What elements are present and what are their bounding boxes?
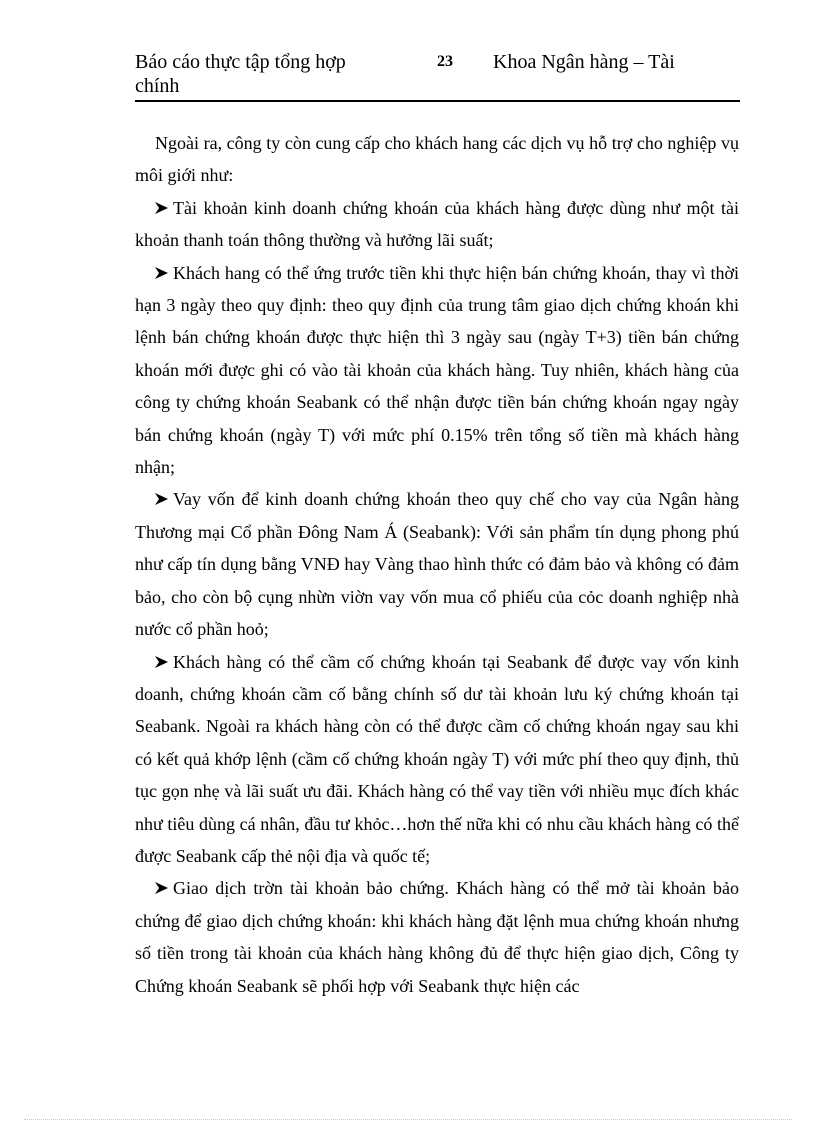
header-report-title: Báo cáo thực tập tổng hợp chính [135,51,346,97]
page-bottom-divider [24,1119,792,1120]
bullet-text: Tài khoản kinh doanh chứng khoán của khách hàng được dùng như một tài khoản thanh toán thông thường và hưởng lãi suất; [135,197,739,251]
bullet-text: Giao dịch trờn tài khoản bảo chứng. Khách hàng có thể mở tài khoản bảo chứng để giao dịch chứng khoán: khi khách hàng đặt lệnh mua chứng khoán nhưng số tiền trong tài khoản của khách hàng không đủ để thực hiện giao dịch, Công ty Chứng khoán Seabank sẽ phối hợp với Seabank thực hiện các [135,878,739,996]
page-number: 23 [437,53,453,70]
arrow-bullet-icon [155,202,168,214]
arrow-bullet-icon [155,656,168,668]
bullet-item [135,257,739,484]
arrow-bullet-icon [155,882,168,894]
bullet-item [135,483,739,645]
arrow-bullet-icon [155,267,168,279]
header-faculty-title: Khoa Ngân hàng – Tài [493,51,675,73]
bullet-text: Khách hang có thể ứng trước tiền khi thực hiện bán chứng khoán, thay vì thời hạn 3 ngày theo quy định: theo quy định của trung tâm giao dịch chứng khoán khi lệnh bán chứng khoán được thực hiện thì 3 ngày sau (ngày T+3) tiền bán chứng khoán mới được ghi có vào tài khoản của khách hàng. Tuy nhiên, khách hàng của công ty chứng khoán Seabank có thể nhận được tiền bán chứng khoán ngay ngày bán chứng khoán (ngày T) với mức phí 0.15% trên tổng số tiền mà khách hàng nhận; [135,262,739,478]
arrow-bullet-icon [155,493,168,505]
bullet-text: Vay vốn để kinh doanh chứng khoán theo quy chế cho vay của Ngân hàng Thương mại Cổ phần Đông Nam Á (Seabank): Với sản phẩm tín dụng phong phú như cấp tín dụng bằng VNĐ hay Vàng thao hình thức có đảm bảo và không có đảm bảo, cho còn bộ cụng nhừn viờn vay vốn mua cổ phiếu của cỏc doanh nghiệp nhà nước cổ phần hoỏ; [135,489,739,640]
intro-paragraph: Ngoài ra, công ty còn cung cấp cho khách hang các dịch vụ hỗ trợ cho nghiệp vụ môi giới như: [135,133,739,186]
bullet-item [135,872,739,1002]
bullet-text: Khách hàng có thể cầm cố chứng khoán tại Seabank để được vay vốn kinh doanh, chứng khoán cầm cố bằng chính số dư tài khoản lưu ký chứng khoán tại Seabank. Ngoài ra khách hàng còn có thể được cầm cố chứng khoán ngay sau khi có kết quả khớp lệnh (cầm cố chứng khoán ngày T) với mức phí theo quy định, thủ tục gọn nhẹ và lãi suất ưu đãi. Khách hàng có thể vay tiền với nhiều mục đích khác như tiêu dùng cá nhân, đầu tư khỏc…hơn thế nữa khi có nhu cầu khách hàng có thể được Seabank cấp thẻ nội địa và quốc tế; [135,651,739,866]
document-body [135,127,739,1002]
bullet-item [135,192,739,257]
page-header [135,48,740,102]
bullet-item [135,646,739,873]
